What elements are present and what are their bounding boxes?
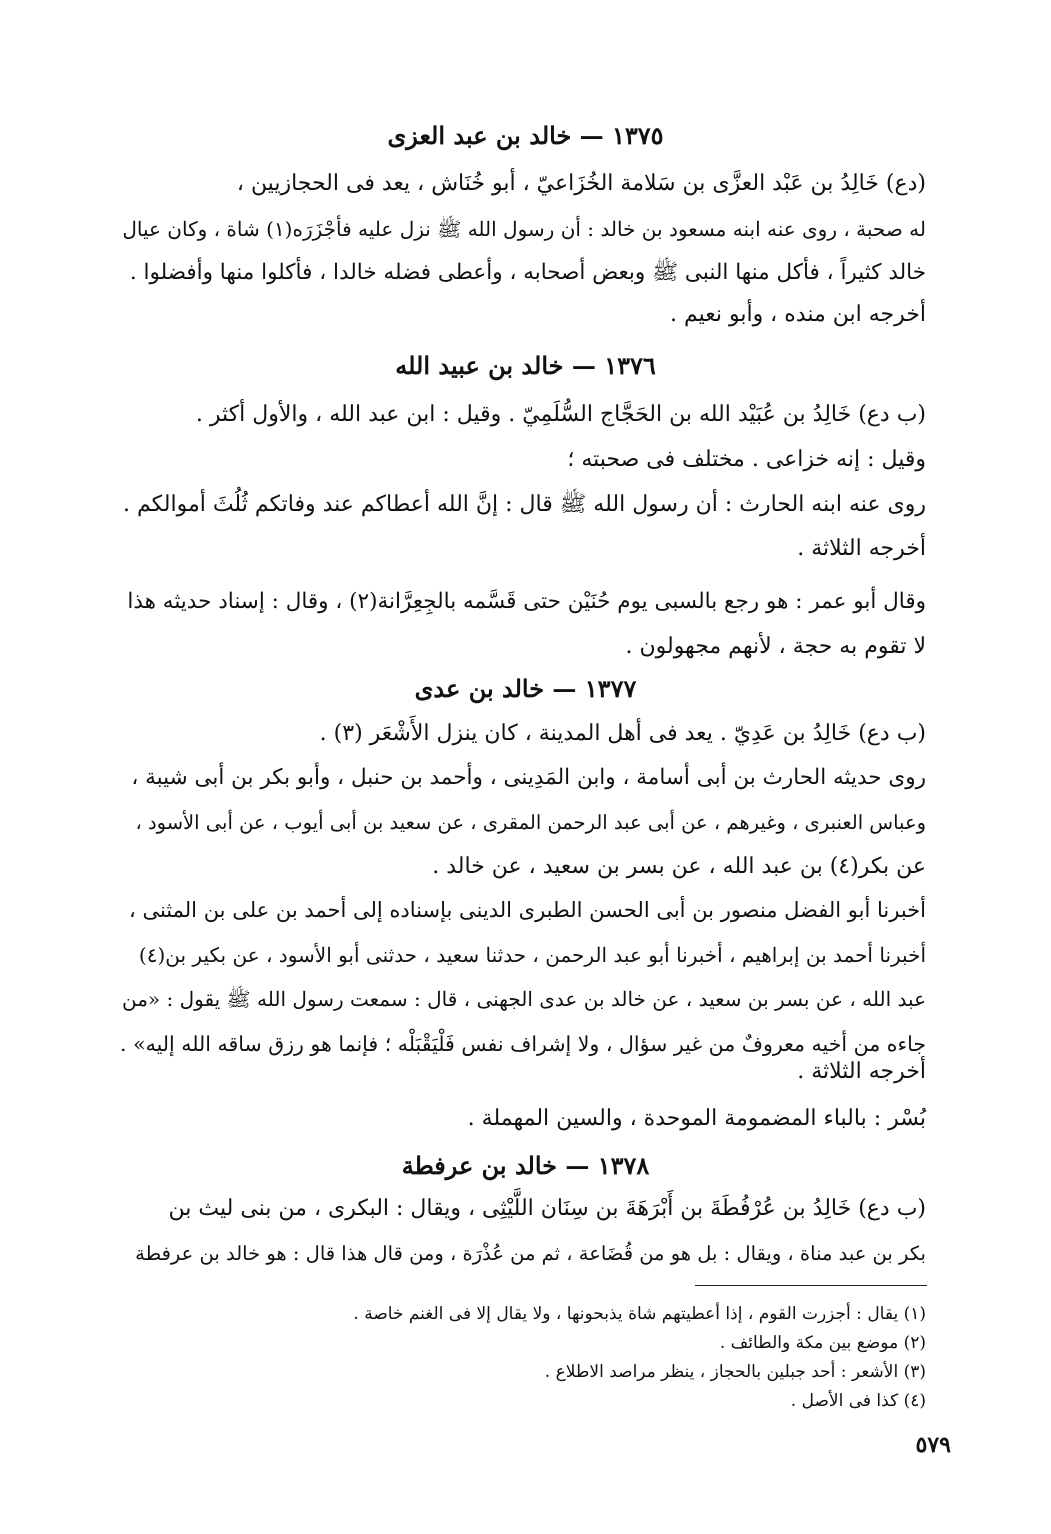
entry-heading-1375: ١٣٧٥ — خالد بن عبد العزى bbox=[387, 121, 664, 150]
text-line: (دع) خَالِدُ بن عَبْد العزَّى بن سَلامة الخُزَاعيّ ، أبو خُنَاش ، يعد فى الحجازيين ، bbox=[236, 171, 926, 196]
footnote: (٣) الأشعر : أحد جبلين بالحجاز ، ينظر مراصد الاطلاع . bbox=[544, 1362, 926, 1382]
text-line: وقال أبو عمر : هو رجع بالسبى يوم حُنَيْن حتى قَسَّمه بالجِعِرَّانة(٢) ، وقال : إسناد حديثه هذا bbox=[127, 589, 926, 614]
entry-1377-paragraph-1 bbox=[120, 712, 926, 757]
text-line: أخبرنا أحمد بن إبراهيم ، أخبرنا أبو عبد الرحمن ، حدثنا سعيد ، حدثنى أبو الأسود ، عن بكير بن(٤) bbox=[138, 942, 926, 967]
text-line: له صحبة ، روى عنه ابنه مسعود بن خالد : أن رسول الله ﷺ نزل عليه فأجْزَرَه(١) شاة ، وكان عيال bbox=[122, 216, 926, 241]
text-line: (ب دع) خَالِدُ بن عَدِيّ . يعد فى أهل المدينة ، كان ينزل الأَشْعَر (٣) . bbox=[319, 721, 926, 746]
footnote: (١) يقال : أجزرت القوم ، إذا أعطيتهم شاة يذبحونها ، ولا يقال إلا فى الغنم خاصة . bbox=[353, 1304, 926, 1324]
entry-1376-paragraph-3 bbox=[120, 527, 926, 572]
text-line: أخرجه الثلاثة . bbox=[797, 536, 926, 561]
entry-1377-paragraph-5 bbox=[120, 1097, 926, 1142]
text-line: وقيل : إنه خزاعى . مختلف فى صحبته ؛ bbox=[567, 446, 926, 472]
text-line: (ب دع) خَالِدُ بن عُرْفُطَةَ بن أَبْرَهَةَ بن سِنَان اللَّيْثِى ، ويقال : البكرى ، من بنى ليث بن bbox=[168, 1196, 926, 1221]
page-number: ٥٧٩ bbox=[915, 1432, 951, 1458]
entry-heading-1376: ١٣٧٦ — خالد بن عبيد الله bbox=[395, 351, 656, 380]
footnotes bbox=[300, 1300, 926, 1416]
footnote: (٤) كذا فى الأصل . bbox=[790, 1391, 926, 1411]
entry-heading-1377: ١٣٧٧ — خالد بن عدى bbox=[414, 674, 637, 703]
footnote-divider bbox=[695, 1285, 927, 1286]
footnote: (٢) موضع بين مكة والطائف . bbox=[719, 1333, 926, 1353]
text-line: جاءه من أخيه معروفٌ من غير سؤال ، ولا إشراف نفس فَلْيَقْبَلْه ؛ فإنما هو رزق ساقه الله إليه» . bbox=[120, 1031, 926, 1056]
text-line: روى عنه ابنه الحارث : أن رسول الله ﷺ قال : إنَّ الله أعطاكم عند وفاتكم ثُلُثَ أموالكم . bbox=[122, 492, 926, 517]
text-line: أخبرنا أبو الفضل منصور بن أبى الحسن الطبرى الدينى بإسناده إلى أحمد بن على بن المثنى ، bbox=[129, 898, 926, 922]
entry-1377-paragraph-2 bbox=[120, 756, 926, 890]
text-line: بكر بن عبد مناة ، ويقال : بل هو من قُضَاعة ، ثم من عُذْرَة ، ومن قال هذا قال : هو خالد بن عرفطة bbox=[135, 1241, 926, 1265]
text-line: لا تقوم به حجة ، لأنهم مجهولون . bbox=[625, 633, 926, 659]
text-line: بُسْر : بالباء المضمومة الموحدة ، والسين المهملة . bbox=[467, 1106, 926, 1131]
text-line: خالد كثيراً ، فأكل منها النبى ﷺ وبعض أصحابه ، وأعطى فضله خالدا ، فأكلوا منها وأفضلوا . bbox=[129, 260, 926, 285]
text-line: روى حديثه الحارث بن أبى أسامة ، وابن المَدِينى ، وأحمد بن حنبل ، وأبو بكر بن أبى شيبة ، bbox=[131, 765, 926, 790]
entry-1376-paragraph-2 bbox=[120, 483, 926, 528]
text-line: عن بكر(٤) بن عبد الله ، عن بسر بن سعيد ، عن خالد . bbox=[432, 854, 926, 879]
text-line: أخرجه ابن منده ، وأبو نعيم . bbox=[669, 302, 926, 327]
text-line: عبد الله ، عن بسر بن سعيد ، عن خالد بن عدى الجهنى ، قال : سمعت رسول الله ﷺ يقول : «من bbox=[121, 987, 926, 1011]
entry-1378-paragraph-1 bbox=[120, 1187, 926, 1276]
entry-1375-paragraph-1 bbox=[120, 162, 926, 296]
entry-1376-paragraph-4 bbox=[120, 580, 926, 669]
entry-1377-paragraph-4 bbox=[120, 1050, 926, 1095]
text-line: أخرجه الثلاثة . bbox=[797, 1059, 926, 1084]
text-line: (ب دع) خَالِدُ بن عُبَيْد الله بن الحَجَّاج السُّلَمِيّ . وقيل : ابن عبد الله ، والأول أكثر . bbox=[195, 402, 926, 427]
entry-heading-1378: ١٣٧٨ — خالد بن عرفطة bbox=[401, 1151, 650, 1180]
entry-1377-paragraph-3 bbox=[120, 888, 926, 1066]
entry-1376-paragraph-1 bbox=[120, 393, 926, 482]
text-line: وعباس العنبرى ، وغيرهم ، عن أبى عبد الرحمن المقرى ، عن سعيد بن أبى أيوب ، عن أبى الأسود ، bbox=[135, 810, 926, 834]
entry-1375-paragraph-2 bbox=[120, 293, 926, 338]
